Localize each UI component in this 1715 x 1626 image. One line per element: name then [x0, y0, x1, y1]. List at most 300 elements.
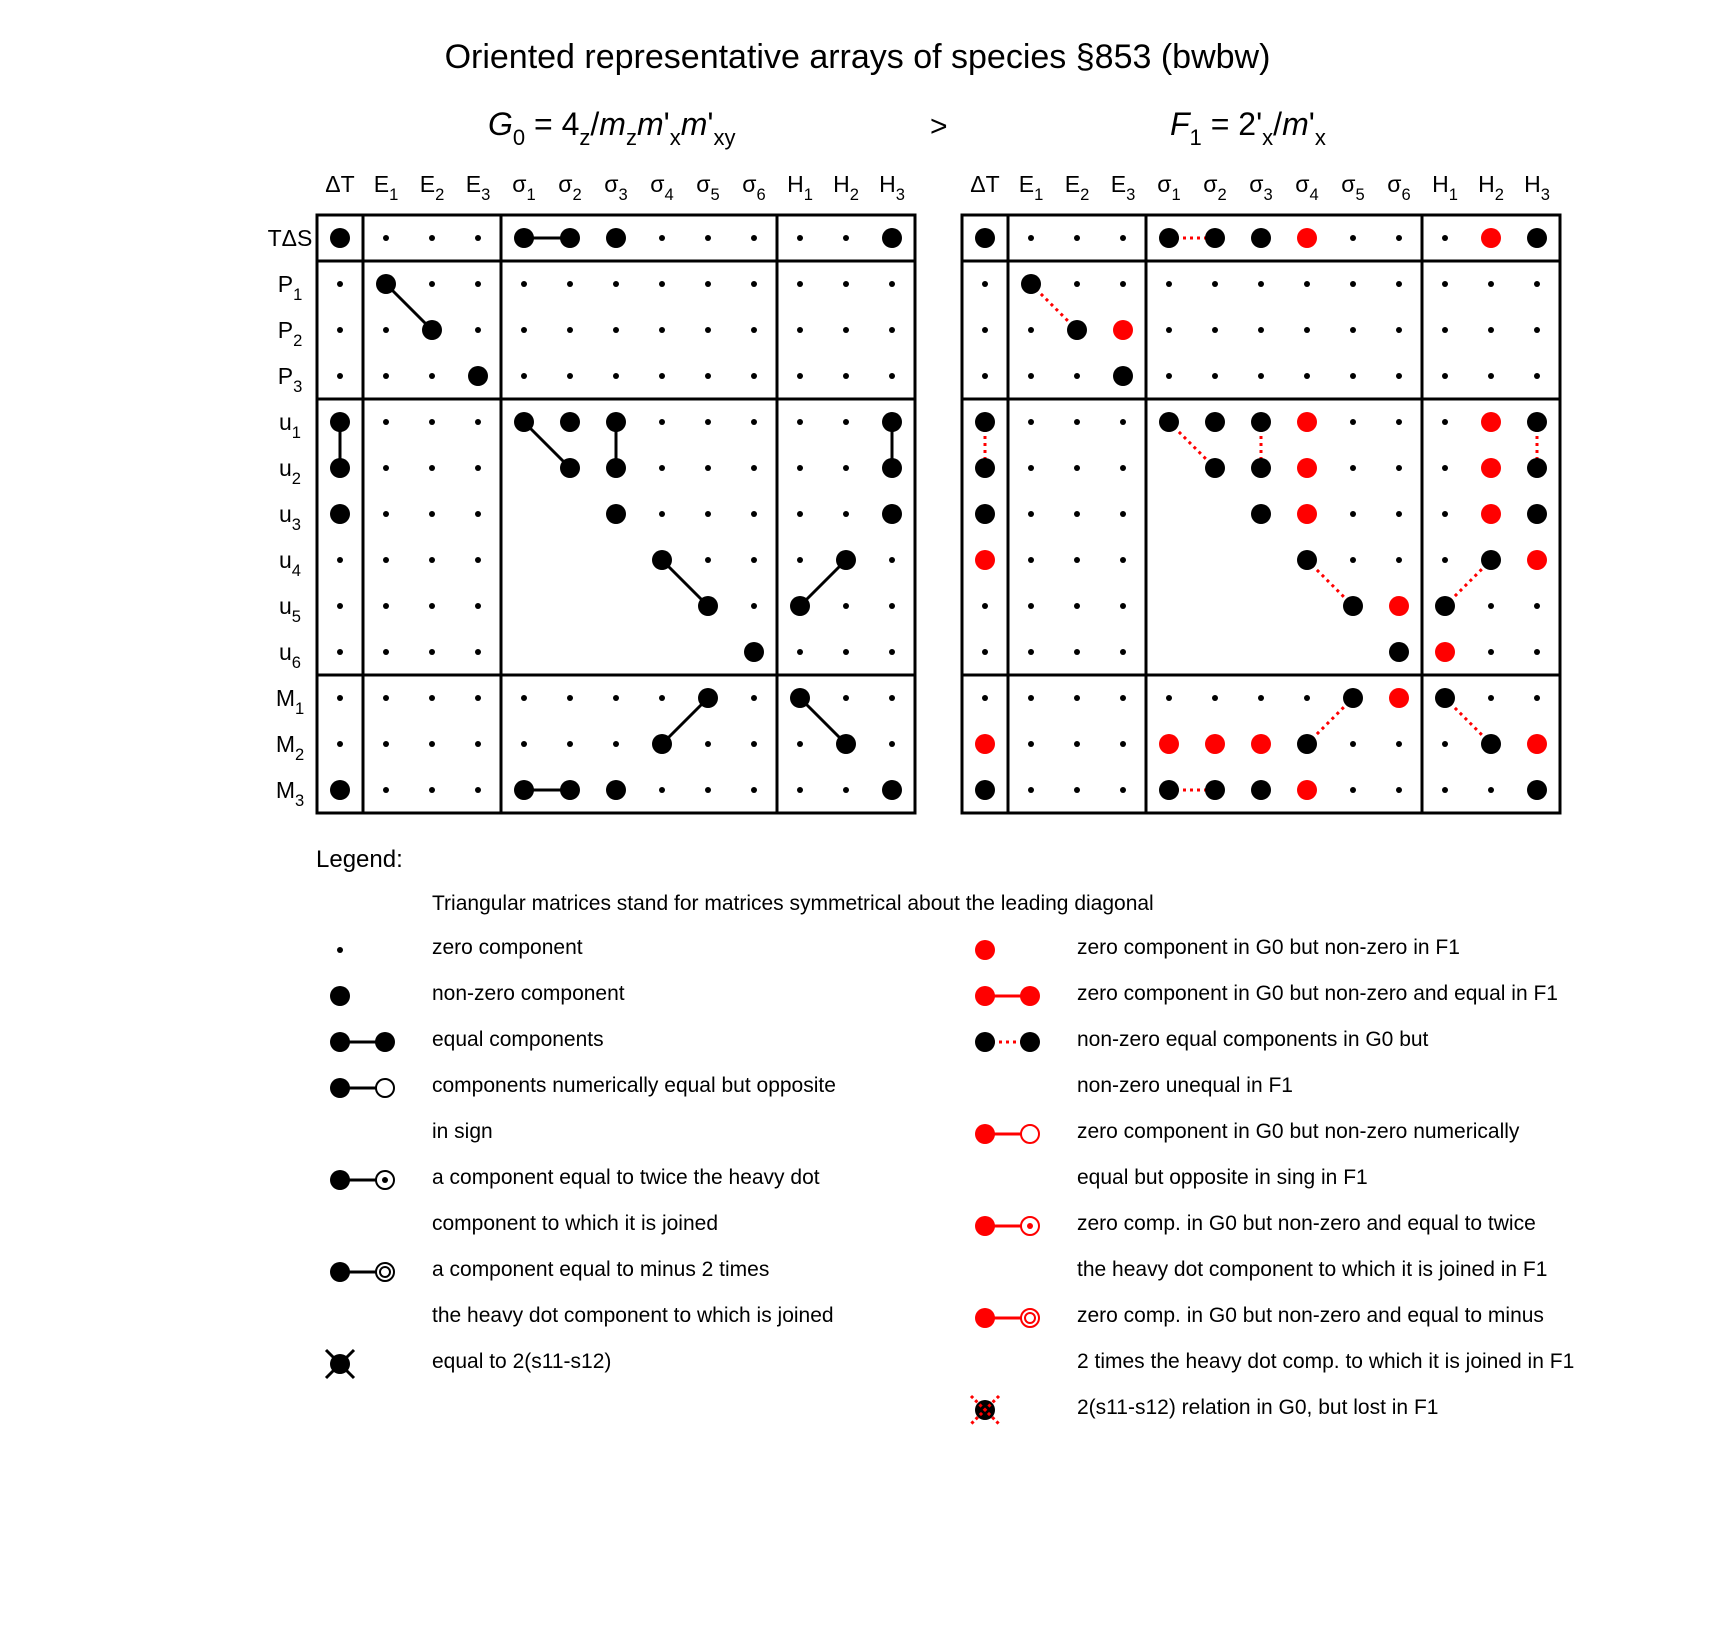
- legend-text: non-zero component: [432, 982, 625, 1005]
- f1-nonzero-dot: [1527, 504, 1547, 524]
- f1-nonzero-dot: [1159, 412, 1179, 432]
- g0-zero-dot: [475, 281, 481, 287]
- g0-zero-dot: [521, 695, 527, 701]
- g0-zero-dot: [475, 327, 481, 333]
- f1-zero-dot: [1166, 695, 1172, 701]
- f1-red-dot: [1113, 320, 1133, 340]
- f1-col-label-4: $\sigma_1$: [1157, 171, 1181, 205]
- g0-zero-dot: [889, 695, 895, 701]
- f1-zero-dot: [1166, 327, 1172, 333]
- g0-col-label-0: ΔT: [325, 171, 355, 197]
- f1-zero-dot: [1442, 419, 1448, 425]
- f1-col-label-2: $E_2$: [1064, 171, 1090, 205]
- f1-zero-dot: [1120, 511, 1126, 517]
- g0-zero-dot: [797, 281, 803, 287]
- g0-nonzero-dot: [882, 780, 902, 800]
- f1-zero-dot: [1074, 373, 1080, 379]
- g0-zero-dot: [429, 281, 435, 287]
- f1-red-dot: [1297, 504, 1317, 524]
- g0-zero-dot: [705, 281, 711, 287]
- row-label-5: $u_2$: [279, 455, 301, 489]
- g0-zero-dot: [797, 741, 803, 747]
- f1-col-label-0: ΔT: [970, 171, 1000, 197]
- f1-zero-dot: [1442, 557, 1448, 563]
- g0-zero-dot: [475, 419, 481, 425]
- legend-dot-icon: [975, 1032, 995, 1052]
- f1-zero-dot: [1028, 603, 1034, 609]
- g0-zero-dot: [843, 603, 849, 609]
- row-label-1: $P_1$: [277, 271, 303, 305]
- f1-nonzero-dot: [1251, 780, 1271, 800]
- f1-zero-dot: [1350, 327, 1356, 333]
- g0-zero-dot: [429, 603, 435, 609]
- g0-zero-dot: [751, 787, 757, 793]
- f1-zero-dot: [1396, 373, 1402, 379]
- g0-zero-dot: [613, 695, 619, 701]
- g0-zero-dot: [429, 373, 435, 379]
- legend-text: components numerically equal but opposite: [432, 1074, 836, 1097]
- g0-zero-dot: [797, 649, 803, 655]
- f1-col-label-12: $H_3$: [1524, 171, 1550, 205]
- f1-zero-dot: [1396, 419, 1402, 425]
- f1-nonzero-dot: [1251, 504, 1271, 524]
- f1-zero-dot: [1396, 511, 1402, 517]
- g0-zero-dot: [429, 465, 435, 471]
- g0-zero-dot: [567, 327, 573, 333]
- g0-zero-dot: [751, 557, 757, 563]
- g0-zero-dot: [521, 281, 527, 287]
- legend-text: a component equal to minus 2 times: [432, 1258, 770, 1281]
- g0-zero-dot: [751, 603, 757, 609]
- g0-nonzero-dot: [422, 320, 442, 340]
- f1-zero-dot: [1212, 373, 1218, 379]
- g0-zero-dot: [797, 465, 803, 471]
- f1-red-dot: [1297, 458, 1317, 478]
- g0-zero-dot: [843, 511, 849, 517]
- g0-zero-dot: [613, 741, 619, 747]
- legend-dot-icon: [1020, 986, 1040, 1006]
- g0-zero-dot: [659, 281, 665, 287]
- g0-nonzero-dot: [514, 412, 534, 432]
- g0-zero-dot: [567, 373, 573, 379]
- f1-zero-dot: [1166, 373, 1172, 379]
- legend-dot-icon: [975, 1124, 995, 1144]
- f1-zero-dot: [1304, 695, 1310, 701]
- g0-zero-dot: [659, 695, 665, 701]
- row-label-9: $u_6$: [279, 639, 301, 673]
- f1-zero-dot: [1074, 603, 1080, 609]
- legend-open-icon: [1021, 1309, 1039, 1327]
- f1-zero-dot: [1442, 327, 1448, 333]
- f1-col-label-8: $\sigma_5$: [1341, 171, 1365, 205]
- legend-note: Triangular matrices stand for matrices symmetrical about the leading diagonal: [432, 892, 1154, 915]
- f1-red-dot: [1251, 734, 1271, 754]
- f1-zero-dot: [982, 327, 988, 333]
- g0-nonzero-dot: [560, 780, 580, 800]
- f1-nonzero-dot: [1481, 550, 1501, 570]
- f1-col-label-3: $E_3$: [1110, 171, 1136, 205]
- f1-red-dot: [1527, 734, 1547, 754]
- f1-zero-dot: [1350, 281, 1356, 287]
- g0-nonzero-dot: [330, 504, 350, 524]
- f1-zero-dot: [1028, 649, 1034, 655]
- g0-col-label-10: $H_1$: [787, 171, 813, 205]
- g0-nonzero-dot: [698, 596, 718, 616]
- f1-zero-dot: [1074, 787, 1080, 793]
- g0-zero-dot: [843, 419, 849, 425]
- g0-nonzero-dot: [790, 596, 810, 616]
- f1-zero-dot: [1442, 511, 1448, 517]
- legend-open-icon: [1021, 1125, 1039, 1143]
- f1-zero-dot: [982, 373, 988, 379]
- f1-col-label-6: $\sigma_3$: [1249, 171, 1273, 205]
- g0-zero-dot: [843, 281, 849, 287]
- f1-zero-dot: [1120, 557, 1126, 563]
- legend-text: 2(s11-s12) relation in G0, but lost in F1: [1077, 1396, 1439, 1419]
- f1-nonzero-dot: [1205, 780, 1225, 800]
- g0-zero-dot: [659, 235, 665, 241]
- f1-red-dot: [1389, 688, 1409, 708]
- f1-zero-dot: [1028, 419, 1034, 425]
- g0-zero-dot: [337, 695, 343, 701]
- g0-nonzero-dot: [330, 228, 350, 248]
- g0-nonzero-dot: [560, 228, 580, 248]
- f1-zero-dot: [1304, 327, 1310, 333]
- f1-zero-dot: [1488, 787, 1494, 793]
- f1-nonzero-dot: [1527, 412, 1547, 432]
- f1-nonzero-dot: [1527, 458, 1547, 478]
- f1-zero-dot: [1534, 327, 1540, 333]
- f1-col-label-10: $H_1$: [1432, 171, 1458, 205]
- g0-zero-dot: [383, 511, 389, 517]
- row-label-2: $P_2$: [277, 317, 303, 351]
- legend-dot-icon: [975, 1216, 995, 1236]
- g0-nonzero-dot: [606, 228, 626, 248]
- g0-zero-dot: [843, 235, 849, 241]
- g0-zero-dot: [475, 649, 481, 655]
- g0-nonzero-dot: [606, 458, 626, 478]
- legend-text: equal components: [432, 1028, 604, 1051]
- g0-zero-dot: [383, 465, 389, 471]
- g0-zero-dot: [705, 465, 711, 471]
- g0-zero-dot: [337, 281, 343, 287]
- legend-heading: Legend:: [316, 846, 403, 873]
- g0-nonzero-dot: [882, 504, 902, 524]
- g0-zero-dot: [383, 603, 389, 609]
- g0-zero-dot: [613, 327, 619, 333]
- f1-zero-dot: [1534, 281, 1540, 287]
- f1-zero-dot: [1442, 373, 1448, 379]
- g0-zero-dot: [475, 603, 481, 609]
- f1-nonzero-dot: [1113, 366, 1133, 386]
- f1-zero-dot: [1258, 373, 1264, 379]
- f1-zero-dot: [1396, 465, 1402, 471]
- relation-symbol: >: [930, 110, 948, 143]
- g0-nonzero-dot: [836, 550, 856, 570]
- f1-nonzero-dot: [975, 458, 995, 478]
- f1-zero-dot: [1120, 787, 1126, 793]
- f1-red-dot: [975, 550, 995, 570]
- f1-nonzero-dot: [975, 504, 995, 524]
- g0-nonzero-dot: [514, 780, 534, 800]
- g0-zero-dot: [613, 373, 619, 379]
- legend-dot-icon: [330, 986, 350, 1006]
- g0-zero-dot: [705, 327, 711, 333]
- f1-zero-dot: [1488, 281, 1494, 287]
- legend-text: zero comp. in G0 but non-zero and equal to minus: [1077, 1304, 1544, 1327]
- f1-zero-dot: [1304, 281, 1310, 287]
- g0-nonzero-dot: [652, 550, 672, 570]
- f1-nonzero-dot: [975, 228, 995, 248]
- legend-dot-icon: [330, 1078, 350, 1098]
- legend-text: zero component in G0 but non-zero numerically: [1077, 1120, 1520, 1143]
- g0-zero-dot: [475, 235, 481, 241]
- g0-zero-dot: [429, 741, 435, 747]
- g0-zero-dot: [889, 741, 895, 747]
- g0-nonzero-dot: [606, 412, 626, 432]
- f1-red-dot: [1297, 412, 1317, 432]
- g0-col-label-2: $E_2$: [419, 171, 445, 205]
- legend-text: a component equal to twice the heavy dot: [432, 1166, 820, 1189]
- g0-zero-dot: [475, 787, 481, 793]
- f1-zero-dot: [1534, 649, 1540, 655]
- f1-red-dot: [1481, 412, 1501, 432]
- f1-red-dot: [1389, 596, 1409, 616]
- f1-zero-dot: [1028, 373, 1034, 379]
- g0-zero-dot: [889, 281, 895, 287]
- f1-red-dot: [1435, 642, 1455, 662]
- g0-zero-dot: [797, 235, 803, 241]
- g0-nonzero-dot: [330, 780, 350, 800]
- g0-col-label-5: $\sigma_2$: [558, 171, 582, 205]
- g0-zero-dot: [429, 557, 435, 563]
- f1-nonzero-dot: [975, 412, 995, 432]
- legend-dot-icon: [975, 1308, 995, 1328]
- f1-zero-dot: [1304, 373, 1310, 379]
- f1-red-dot: [1481, 504, 1501, 524]
- f1-nonzero-dot: [1297, 734, 1317, 754]
- g0-nonzero-dot: [330, 458, 350, 478]
- g0-col-label-4: $\sigma_1$: [512, 171, 536, 205]
- g0-nonzero-dot: [560, 412, 580, 432]
- g0-zero-dot: [521, 373, 527, 379]
- g0-nonzero-dot: [882, 228, 902, 248]
- f1-zero-dot: [1350, 511, 1356, 517]
- f1-zero-dot: [1258, 327, 1264, 333]
- g0-zero-dot: [797, 327, 803, 333]
- f1-zero-dot: [982, 695, 988, 701]
- f1-zero-dot: [1396, 741, 1402, 747]
- g0-zero-dot: [383, 235, 389, 241]
- f1-zero-dot: [1028, 511, 1034, 517]
- f1-zero-dot: [1488, 695, 1494, 701]
- g0-zero-dot: [383, 695, 389, 701]
- legend-center-icon: [382, 1177, 388, 1183]
- g0-zero-dot: [843, 695, 849, 701]
- g0-zero-dot: [705, 557, 711, 563]
- g0-zero-dot: [751, 695, 757, 701]
- right-group-label: $F_1 = 2'_x/m'_x$: [1170, 106, 1326, 150]
- legend-text: zero component: [432, 936, 583, 959]
- f1-zero-dot: [1442, 741, 1448, 747]
- g0-nonzero-dot: [606, 780, 626, 800]
- g0-zero-dot: [659, 327, 665, 333]
- left-group-label: $G_0 = 4_z/m_zm'_xm'_{xy}$: [488, 106, 736, 150]
- f1-zero-dot: [1488, 373, 1494, 379]
- f1-nonzero-dot: [1067, 320, 1087, 340]
- g0-nonzero-dot: [836, 734, 856, 754]
- f1-zero-dot: [1028, 557, 1034, 563]
- f1-nonzero-dot: [1481, 734, 1501, 754]
- f1-zero-dot: [1074, 235, 1080, 241]
- f1-zero-dot: [1396, 787, 1402, 793]
- g0-nonzero-dot: [698, 688, 718, 708]
- g0-nonzero-dot: [882, 412, 902, 432]
- f1-zero-dot: [982, 649, 988, 655]
- f1-nonzero-dot: [1297, 550, 1317, 570]
- g0-zero-dot: [751, 741, 757, 747]
- f1-red-dot: [1481, 458, 1501, 478]
- f1-zero-dot: [1396, 235, 1402, 241]
- f1-zero-dot: [1120, 465, 1126, 471]
- f1-nonzero-dot: [1343, 688, 1363, 708]
- legend-dot-icon: [330, 1262, 350, 1282]
- g0-zero-dot: [567, 281, 573, 287]
- g0-zero-dot: [889, 327, 895, 333]
- g0-zero-dot: [659, 373, 665, 379]
- f1-zero-dot: [1074, 649, 1080, 655]
- legend-text: zero comp. in G0 but non-zero and equal to twice: [1077, 1212, 1536, 1235]
- f1-zero-dot: [1534, 695, 1540, 701]
- g0-zero-dot: [383, 741, 389, 747]
- g0-zero-dot: [797, 419, 803, 425]
- f1-zero-dot: [1074, 281, 1080, 287]
- row-label-12: $M_3$: [275, 777, 305, 811]
- g0-col-label-7: $\sigma_4$: [650, 171, 674, 205]
- f1-zero-dot: [1074, 419, 1080, 425]
- g0-zero-dot: [521, 327, 527, 333]
- g0-zero-dot: [337, 373, 343, 379]
- g0-zero-dot: [429, 695, 435, 701]
- f1-nonzero-dot: [1251, 458, 1271, 478]
- g0-zero-dot: [475, 741, 481, 747]
- f1-zero-dot: [1350, 373, 1356, 379]
- g0-zero-dot: [843, 465, 849, 471]
- row-label-0: TΔS: [267, 225, 313, 251]
- f1-nonzero-dot: [1527, 228, 1547, 248]
- f1-zero-dot: [1120, 419, 1126, 425]
- legend-text: the heavy dot component to which it is joined in F1: [1077, 1258, 1548, 1281]
- g0-zero-dot: [383, 787, 389, 793]
- f1-zero-dot: [1166, 281, 1172, 287]
- legend-dot-icon: [1020, 1032, 1040, 1052]
- g0-zero-dot: [567, 695, 573, 701]
- f1-zero-dot: [1028, 465, 1034, 471]
- f1-zero-dot: [1120, 695, 1126, 701]
- f1-nonzero-dot: [1205, 228, 1225, 248]
- g0-zero-dot: [751, 419, 757, 425]
- f1-col-label-5: $\sigma_2$: [1203, 171, 1227, 205]
- row-label-3: $P_3$: [277, 363, 303, 397]
- g0-zero-dot: [475, 465, 481, 471]
- f1-red-dot: [1159, 734, 1179, 754]
- g0-zero-dot: [797, 511, 803, 517]
- g0-nonzero-dot: [376, 274, 396, 294]
- legend-dot-icon: [375, 1032, 395, 1052]
- g0-col-label-9: $\sigma_6$: [742, 171, 766, 205]
- f1-zero-dot: [1074, 465, 1080, 471]
- f1-zero-dot: [1074, 511, 1080, 517]
- legend-text: in sign: [432, 1120, 493, 1143]
- f1-zero-dot: [1074, 695, 1080, 701]
- f1-zero-dot: [1442, 235, 1448, 241]
- g0-zero-dot: [797, 557, 803, 563]
- f1-zero-dot: [1028, 695, 1034, 701]
- legend-dot-icon: [330, 1170, 350, 1190]
- g0-zero-dot: [429, 235, 435, 241]
- f1-nonzero-dot: [1527, 780, 1547, 800]
- g0-zero-dot: [751, 511, 757, 517]
- f1-zero-dot: [1074, 557, 1080, 563]
- g0-nonzero-dot: [514, 228, 534, 248]
- f1-zero-dot: [1350, 419, 1356, 425]
- f1-red-dot: [1527, 550, 1547, 570]
- g0-zero-dot: [889, 649, 895, 655]
- f1-nonzero-dot: [1205, 458, 1225, 478]
- g0-zero-dot: [337, 649, 343, 655]
- row-label-11: $M_2$: [275, 731, 305, 765]
- legend-dot-icon: [975, 940, 995, 960]
- g0-zero-dot: [337, 557, 343, 563]
- f1-zero-dot: [1212, 695, 1218, 701]
- g0-zero-dot: [705, 419, 711, 425]
- g0-zero-dot: [751, 235, 757, 241]
- legend-text: 2 times the heavy dot comp. to which it is joined in F1: [1077, 1350, 1575, 1373]
- f1-zero-dot: [982, 281, 988, 287]
- row-label-8: $u_5$: [279, 593, 301, 627]
- g0-zero-dot: [383, 373, 389, 379]
- f1-zero-dot: [1028, 327, 1034, 333]
- g0-zero-dot: [889, 557, 895, 563]
- f1-zero-dot: [1258, 281, 1264, 287]
- f1-zero-dot: [1488, 327, 1494, 333]
- f1-zero-dot: [1350, 465, 1356, 471]
- f1-red-dot: [1297, 780, 1317, 800]
- row-label-6: $u_3$: [279, 501, 301, 535]
- f1-nonzero-dot: [1159, 780, 1179, 800]
- g0-zero-dot: [843, 787, 849, 793]
- g0-zero-dot: [889, 603, 895, 609]
- legend-text: component to which it is joined: [432, 1212, 718, 1235]
- f1-nonzero-dot: [1389, 642, 1409, 662]
- f1-nonzero-dot: [975, 780, 995, 800]
- f1-zero-dot: [1120, 235, 1126, 241]
- f1-col-label-1: $E_1$: [1018, 171, 1044, 205]
- f1-zero-dot: [1350, 235, 1356, 241]
- g0-zero-dot: [659, 511, 665, 517]
- diagram-title: Oriented representative arrays of species §853 (bwbw): [444, 38, 1271, 76]
- g0-zero-dot: [429, 511, 435, 517]
- g0-nonzero-dot: [330, 412, 350, 432]
- f1-zero-dot: [982, 603, 988, 609]
- legend-text: zero component in G0 but non-zero and equal in F1: [1077, 982, 1558, 1005]
- f1-zero-dot: [1120, 603, 1126, 609]
- f1-nonzero-dot: [1435, 596, 1455, 616]
- g0-zero-dot: [751, 465, 757, 471]
- g0-nonzero-dot: [606, 504, 626, 524]
- f1-zero-dot: [1442, 281, 1448, 287]
- f1-zero-dot: [1350, 557, 1356, 563]
